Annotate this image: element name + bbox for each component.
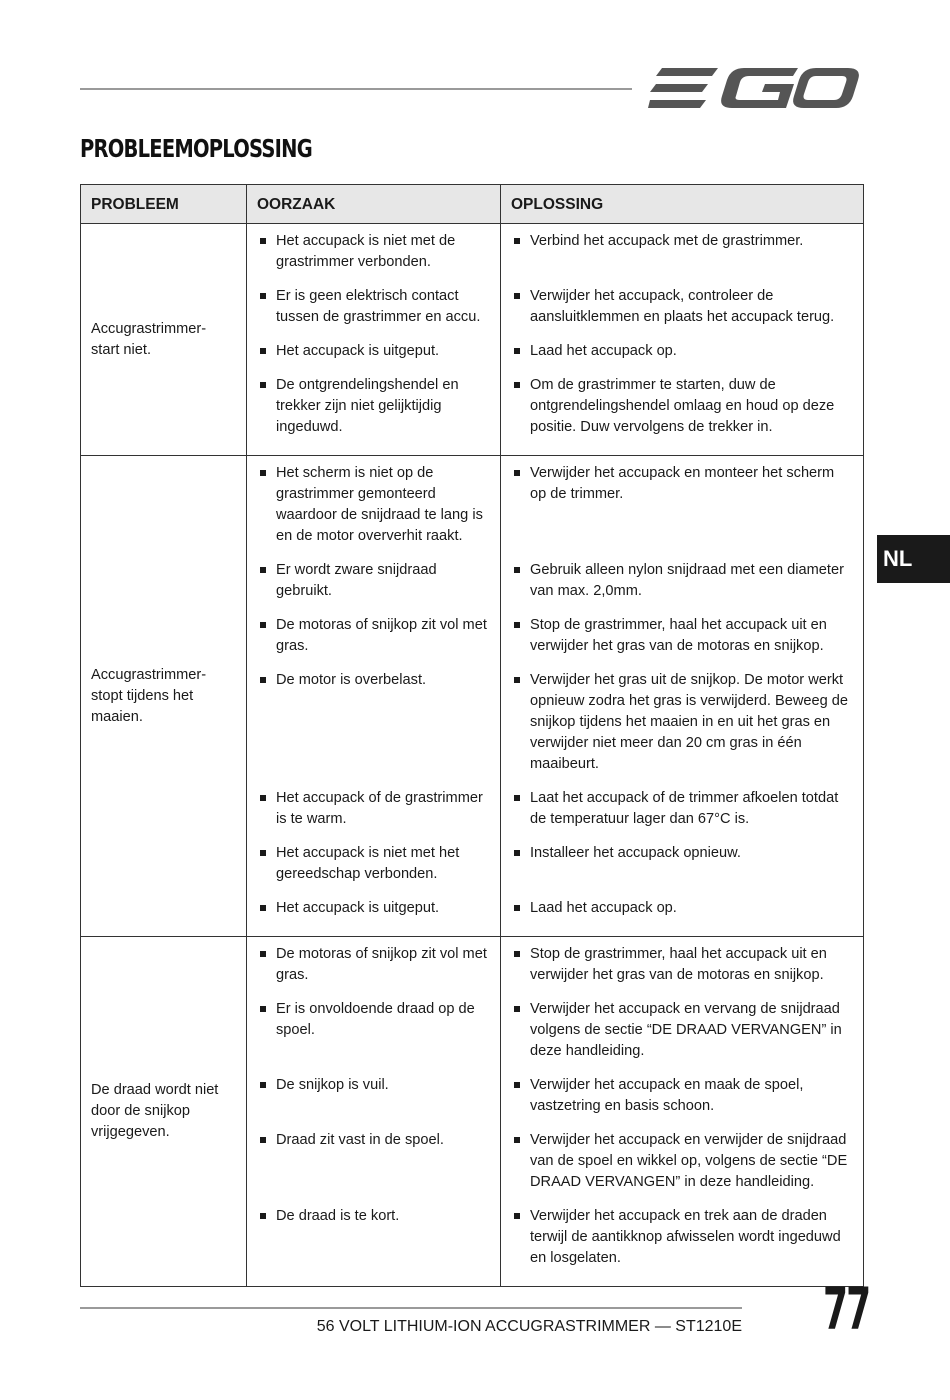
problem-cell: Accugrastrimmer- start niet. [81,224,247,456]
solution-item: Installeer het accupack opnieuw. [511,843,853,885]
ego-logo [648,62,863,114]
solution-item: Verwijder het accupack en verwijder de snijdraad van de spoel en wikkel op, volgens de sectie “DE DRAAD VERVANGEN” in deze handleiding. [511,1130,853,1193]
table-row [81,937,864,1287]
header-rule [80,88,632,90]
troubleshooting-table [80,184,864,1287]
solution-item: Laad het accupack op. [511,341,853,362]
cause-item: Het accupack of de grastrimmer is te warm. [257,788,490,830]
cause-item: Het accupack is uitgeput. [257,898,490,919]
table-row [81,456,864,937]
cause-item: Draad zit vast in de spoel. [257,1130,490,1193]
cause-item: De motoras of snijkop zit vol met gras. [257,615,490,657]
solution-item: Verbind het accupack met de grastrimmer. [511,231,853,273]
cause-item: De motoras of snijkop zit vol met gras. [257,944,490,986]
table-header-row [81,185,864,224]
solution-item: Verwijder het accupack en monteer het scherm op de trimmer. [511,463,853,547]
cause-item: Er wordt zware snijdraad gebruikt. [257,560,490,602]
solution-item: Laat het accupack of de trimmer afkoelen totdat de temperatuur lager dan 67°C is. [511,788,853,830]
solution-item: Verwijder het accupack en maak de spoel, vastzetring en basis schoon. [511,1075,853,1117]
language-tab: NL [877,535,950,583]
solution-cell [501,937,864,1287]
cause-item: Er is geen elektrisch contact tussen de grastrimmer en accu. [257,286,490,328]
column-header-problem: PROBLEEM [81,185,247,224]
cause-item: Het scherm is niet op de grastrimmer gemonteerd waardoor de snijdraad te lang is en de motor oververhit raakt. [257,463,490,547]
table-row [81,224,864,456]
solution-cell [501,456,864,937]
solution-item: Stop de grastrimmer, haal het accupack uit en verwijder het gras van de motoras en snijkop. [511,944,853,986]
cause-item: De motor is overbelast. [257,670,490,775]
cause-item: Het accupack is niet met de grastrimmer verbonden. [257,231,490,273]
solution-cell [501,224,864,456]
solution-item: Om de grastrimmer te starten, duw de ontgrendelingshendel omlaag en houd op deze positie. Duw vervolgens de trekker in. [511,375,853,438]
cause-cell [247,456,501,937]
solution-item: Verwijder het accupack en trek aan de draden terwijl de aantikknop afwisselen wordt ingeduwd en losgelaten. [511,1206,853,1269]
solution-item: Gebruik alleen nylon snijdraad met een diameter van max. 2,0mm. [511,560,853,602]
solution-item: Verwijder het gras uit de snijkop. De motor werkt opnieuw zodra het gras is verwijderd. Beweeg de snijkop tijdens het maaien in en uit het gras en verwijder niet meer dan 20 cm gras in één maaibeurt. [511,670,853,775]
solution-item: Verwijder het accupack, controleer de aansluitklemmen en plaats het accupack terug. [511,286,853,328]
cause-item: De ontgrendelingshendel en trekker zijn niet gelijktijdig ingeduwd. [257,375,490,438]
cause-item: Het accupack is niet met het gereedschap verbonden. [257,843,490,885]
solution-item: Stop de grastrimmer, haal het accupack uit en verwijder het gras van de motoras en snijkop. [511,615,853,657]
page-title: PROBLEEMOPLOSSING [80,134,312,163]
solution-item: Laad het accupack op. [511,898,853,919]
problem-cell: Accugrastrimmer- stopt tijdens het maaien. [81,456,247,937]
cause-item: Er is onvoldoende draad op de spoel. [257,999,490,1062]
page-number: 77 [823,1275,870,1343]
column-header-cause: OORZAAK [247,185,501,224]
column-header-solution: OPLOSSING [501,185,864,224]
problem-cell: De draad wordt niet door de snijkop vrijgegeven. [81,937,247,1287]
solution-item: Verwijder het accupack en vervang de snijdraad volgens de sectie “DE DRAAD VERVANGEN” in deze handleiding. [511,999,853,1062]
footer-product-line: 56 VOLT LITHIUM-ION ACCUGRASTRIMMER — ST1210E [316,1318,742,1335]
cause-item: Het accupack is uitgeput. [257,341,490,362]
cause-cell [247,937,501,1287]
cause-cell [247,224,501,456]
cause-item: De snijkop is vuil. [257,1075,490,1117]
cause-item: De draad is te kort. [257,1206,490,1269]
footer-rule [80,1307,742,1309]
